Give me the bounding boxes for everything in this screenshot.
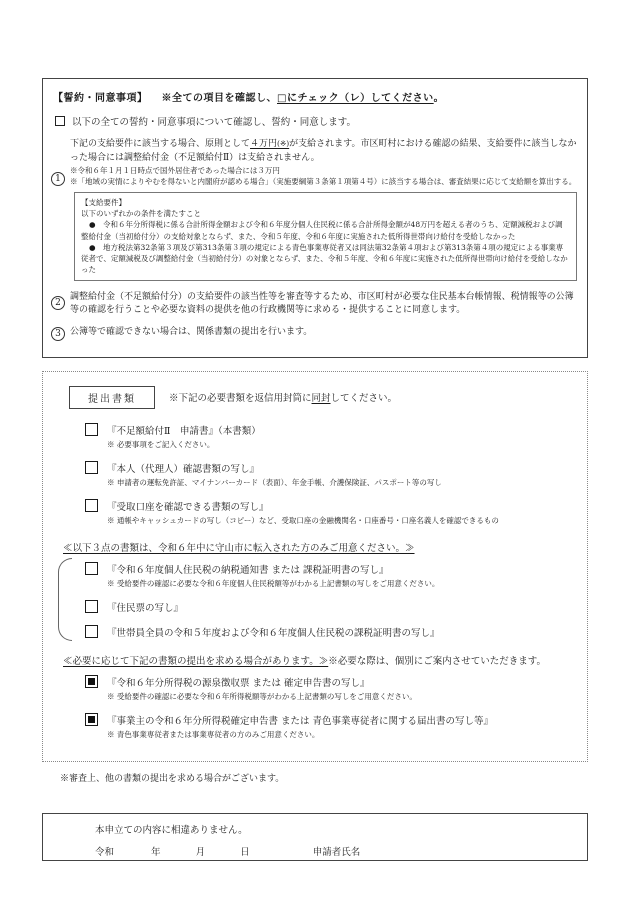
- pledge-title-row: [53, 89, 577, 104]
- transfer-group: [71, 562, 575, 639]
- item1-intro: 下記の支給要件に該当する場合、原則として４万円(※)が支給されます。市区町村における確認の結果、支給要件に該当しなかった場合には調整給付金（不足額給付Ⅱ）は支給されません。: [70, 139, 577, 163]
- item1-note1: ※令和６年１月１日時点で国外居住者であった場合には３万円: [70, 166, 280, 175]
- agree-checkbox[interactable]: [55, 116, 65, 126]
- doc-note: ※ 受給要件の確認に必要な令和６年所得税額等がわかる上記書類の写しをご用意ください。: [107, 691, 417, 701]
- item1-note2: ※「地域の実情によりやむを得ないと内閣府が認める場合」（実施要綱第３条第１項第４号）に該当する場合は、審査結果に応じて支給額を算出する。: [70, 176, 577, 186]
- doc-item-application: [85, 423, 575, 450]
- doc-checkbox-withholding-slip[interactable]: [85, 675, 98, 688]
- item1-number-badge: 1: [51, 172, 65, 186]
- doc-note: ※ 必要事項をご記入ください。: [107, 439, 215, 449]
- era-label: 令和: [95, 846, 115, 858]
- day-label: 日: [240, 846, 250, 858]
- pledge-section: [42, 78, 588, 358]
- req-bullet-2: ● 地方税法第32条第３項及び第313条第３項の規定による青色事業専従者又は同法第32条第４項および第313条第４項の規定による事業専従者で、定額減税及び調整給付金（当初給付分）の対象とならず、また、令和５年度、令和６年度に実施された低所得世帯向け給付を受給しなかった: [81, 242, 568, 275]
- pledge-note-prefix: ※全ての項目を確認し、: [161, 93, 277, 104]
- doc-item-withholding-slip: [85, 675, 575, 702]
- documents-footnote: ※審査上、他の書類の提出を求める場合がございます。: [60, 773, 285, 784]
- doc-title: 『令和６年分所得税の源泉徴収票 または 確定申告書の写し』: [107, 677, 370, 689]
- doc-item-bank-account: [85, 499, 575, 526]
- doc-checkbox-household-tax-cert[interactable]: [85, 625, 98, 638]
- left-bracket-decoration: [58, 558, 72, 641]
- item2-number-badge: 2: [51, 296, 65, 310]
- documents-header: [69, 386, 575, 409]
- declaration-date-row: [95, 844, 577, 858]
- pledge-note-suffix: 。: [433, 93, 445, 104]
- item1-body: [70, 138, 577, 283]
- doc-title: 『世帯員全員の令和５年度および令和６年度個人住民税の課税証明書の写し』: [107, 627, 440, 639]
- pledge-note-underlined: □にチェック（レ）してください: [277, 93, 434, 104]
- doc-checkbox-employer-return[interactable]: [85, 713, 98, 726]
- req-title: 【支給要件】: [81, 197, 126, 207]
- doc-title: 『令和６年度個人住民税の納税通知書 または 課税証明書の写し』: [107, 564, 389, 576]
- doc-item-identity: [85, 461, 575, 488]
- req-subtitle: 以下のいずれかの条件を満たすこと: [81, 209, 201, 218]
- req-bullet-1: ● 令和６年分所得税に係る合計所得金額および令和６年度分個人住民税に係る合計所得金額が48万円を超える者のうち、定額減税および調整給付金（当初給付分）の支給対象とならず、また、令和５年度、令和６年度に実施された低所得世帯向け給付を受給しなかった: [81, 220, 563, 241]
- doc-title: 『受取口座を確認できる書類の写し』: [107, 501, 269, 513]
- applicant-name-label: 申請者氏名: [312, 846, 361, 858]
- enclose-underlined: 同封: [311, 393, 331, 404]
- pledge-item-2: [51, 291, 577, 318]
- doc-note: ※ 受給要件の確認に必要な令和６年度個人住民税額等がわかる上記書類の写しをご用意ください。: [107, 578, 440, 588]
- payment-requirements-box: [74, 192, 577, 281]
- doc-note: ※ 申請者の運転免許証、マイナンバーカード（表面）、年金手帳、介護保険証、パスポート等の写し: [107, 477, 442, 487]
- doc-checkbox-identity[interactable]: [85, 461, 98, 474]
- declaration-statement: 本申立ての内容に相違ありません。: [95, 824, 248, 836]
- pledge-title: 【誓約・同意事項】: [53, 93, 148, 104]
- doc-item-resident-record: [85, 600, 575, 614]
- amount-underlined: ４万円: [250, 139, 278, 149]
- doc-title: 『本人（代理人）確認書類の写し』: [107, 463, 260, 475]
- optional-group-heading: ≪必要に応じて下記の書類の提出を求める場合があります。≫※必要な際は、個別にご案内させていただきます。: [63, 655, 546, 667]
- agree-row: [55, 114, 577, 128]
- year-label: 年: [151, 846, 161, 858]
- doc-title: 『住民票の写し』: [107, 602, 184, 614]
- pledge-item-1: [51, 138, 577, 283]
- doc-checkbox-resident-record[interactable]: [85, 600, 98, 613]
- documents-header-label: 提出書類: [69, 386, 155, 409]
- item3-number-badge: 3: [51, 327, 65, 341]
- doc-checkbox-application[interactable]: [85, 423, 98, 436]
- agree-label: 以下の全ての誓約・同意事項について確認し、誓約・同意します。: [72, 117, 357, 128]
- item1-notes: [70, 166, 577, 188]
- item2-text: 調整給付金（不足額給付分）の支給要件の該当性等を審査等するため、市区町村が必要な住民基本台帳情報、税情報等の公簿等の確認を行うことや必要な資料の提供を他の行政機関等に求める・提供することに同意します。: [70, 291, 574, 315]
- doc-item-tax-notice: [85, 562, 575, 589]
- pledge-item-3: [51, 326, 577, 341]
- documents-section: [42, 371, 588, 762]
- doc-note: ※ 青色事業専従者または事業専従者の方のみご用意ください。: [107, 729, 320, 739]
- doc-item-employer-return: [85, 713, 575, 740]
- amount-asterisk: (※): [277, 139, 290, 148]
- doc-title: 『事業主の令和６年分所得税確定申告書 または 青色事業専従者に関する届出書の写し等』: [107, 715, 494, 727]
- month-label: 月: [195, 846, 206, 858]
- doc-note: ※ 通帳やキャッシュカードの写し（コピー）など、受取口座の金融機関名・口座番号・口座名義人を確認できるもの: [107, 515, 499, 525]
- doc-title: 『不足額給付Ⅱ 申請書』（本書類）: [107, 425, 261, 437]
- documents-header-note: ※下記の必要書類を返信用封筒に同封してください。: [169, 393, 398, 404]
- doc-item-household-tax-cert: [85, 625, 575, 639]
- doc-checkbox-tax-notice[interactable]: [85, 562, 98, 575]
- item3-text: 公簿等で確認できない場合は、関係書類の提出を行います。: [70, 326, 313, 337]
- doc-checkbox-bank-account[interactable]: [85, 499, 98, 512]
- declaration-section: [42, 813, 588, 861]
- transfer-group-heading: ≪以下３点の書類は、令和６年中に守山市に転入された方のみご用意ください。≫: [63, 542, 415, 554]
